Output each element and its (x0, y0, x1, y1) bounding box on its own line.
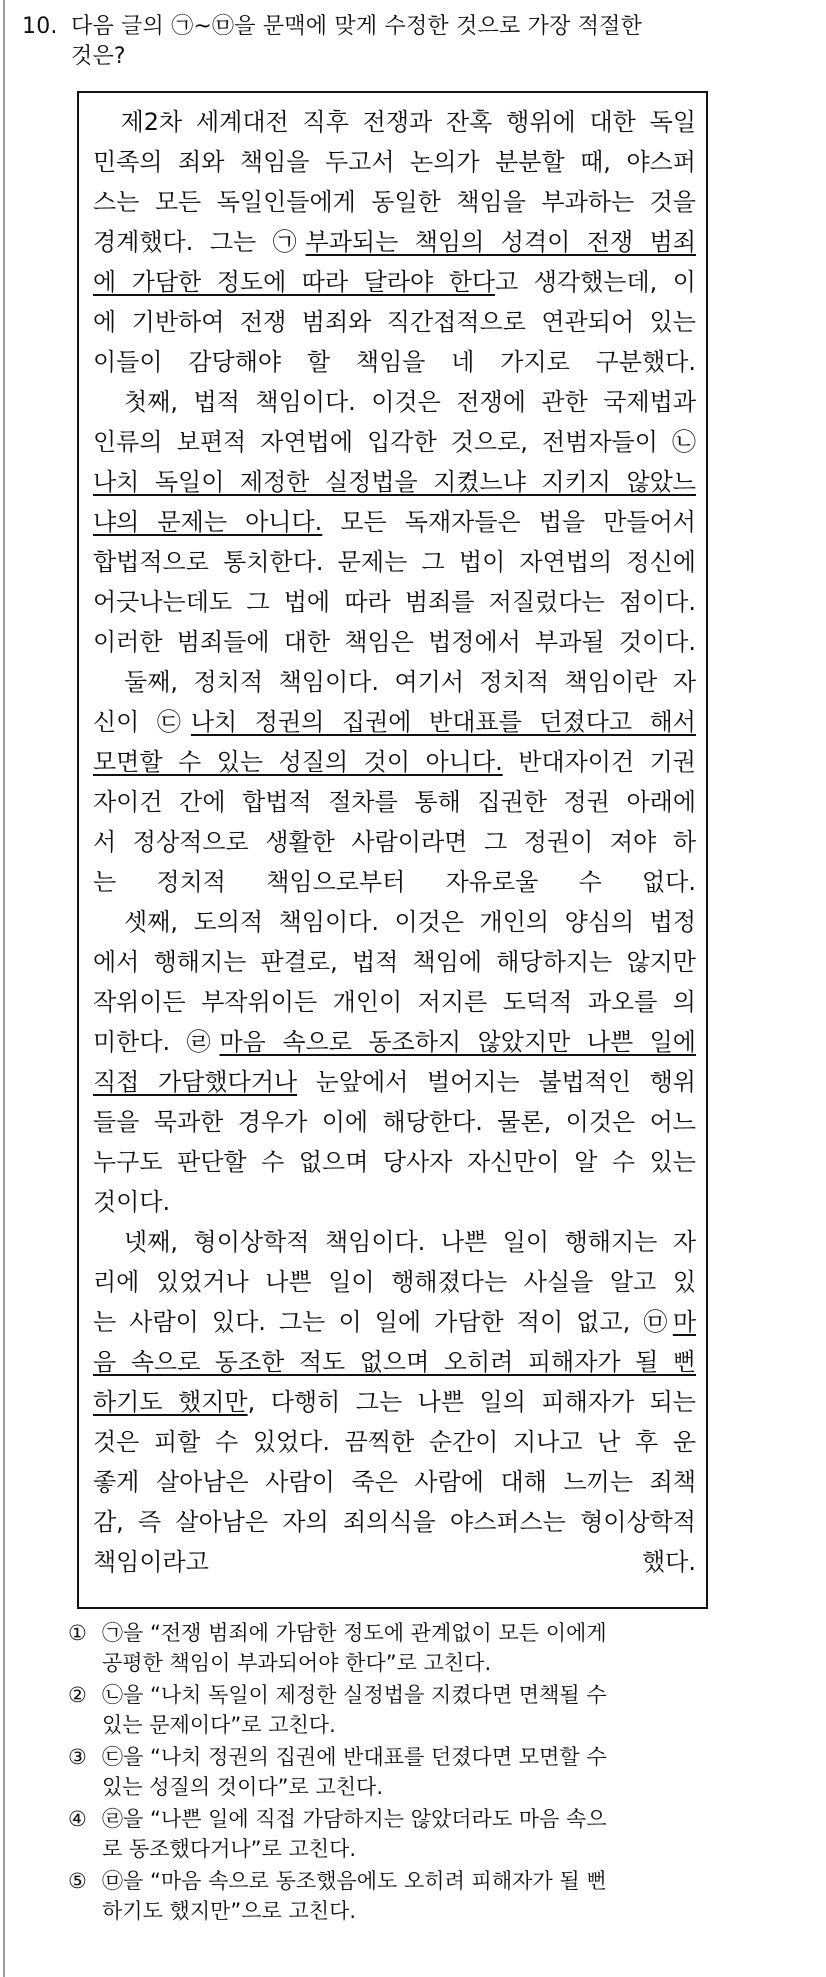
passage-text: 신이 ㉢ (93, 708, 191, 736)
passage-text: 인류의 보편적 자연법에 입각한 것으로, 전범자들이 ㉡ (93, 428, 696, 456)
choice-number: ⑤ (68, 1869, 87, 1893)
choice-text-line: 공평한 책임이 부과되어야 한다”로 고친다. (102, 1651, 492, 1675)
passage-line (79, 1225, 710, 1259)
question-stem-line: 것은? (71, 44, 126, 69)
choice-text-line: ㉠을 “전쟁 범죄에 가담한 정도에 관계없이 모든 이에게 (102, 1621, 607, 1645)
passage-line (79, 585, 710, 619)
passage-line (79, 1305, 710, 1339)
passage-text: 책임이라고 했다. (93, 1548, 696, 1576)
passage-text: 스는 모든 독일인들에게 동일한 책임을 부과하는 것을 (93, 188, 696, 216)
passage-text: 모든 독재자들은 법을 만들어서 (322, 508, 696, 536)
passage-line (79, 1465, 710, 1499)
underlined-text: 마 (672, 1308, 696, 1336)
passage-text: 이러한 범죄들에 대한 책임은 법정에서 부과될 것이다. (93, 628, 696, 656)
choice-number: ① (68, 1621, 87, 1645)
passage-text: 에 기반하여 전쟁 범죄와 직간접적으로 연관되어 있는 (93, 308, 696, 336)
passage-text: 넷째, 형이상학적 책임이다. 나쁜 일이 행해지는 자 (93, 1228, 696, 1256)
choice-text (102, 1618, 762, 1678)
passage-text: 합법적으로 통치한다. 문제는 그 법이 자연법의 정신에 (93, 548, 696, 576)
passage-text: 는 사람이 있다. 그는 이 일에 가담한 적이 없고, ㉤ (93, 1308, 673, 1336)
passage-text: 첫째, 법적 책임이다. 이것은 전쟁에 관한 국제법과 (93, 388, 696, 416)
passage-line (79, 985, 710, 1019)
choice-text (102, 1742, 762, 1802)
choice-text-line: ㉡을 “나치 독일이 제정한 실정법을 지켰다면 면책될 수 (102, 1683, 607, 1707)
passage-line (79, 825, 710, 859)
passage-line (79, 905, 710, 939)
passage-line (79, 1105, 710, 1139)
passage-line (79, 1065, 710, 1099)
underlined-text: 나치 정권의 집권에 반대표를 던졌다고 해서 (190, 708, 696, 736)
passage-line (79, 185, 710, 219)
passage-text: 제2차 세계대전 직후 전쟁과 잔혹 행위에 대한 독일 (93, 108, 696, 136)
passage-line (79, 865, 710, 899)
passage-line (79, 1025, 710, 1059)
question-stem (71, 12, 791, 72)
passage-text: 어긋나는데도 그 법에 따라 범죄를 저질렀다는 점이다. (93, 588, 696, 616)
choice-text-line: ㉤을 “마음 속으로 동조했음에도 오히려 피해자가 될 뻔 (102, 1869, 607, 1893)
passage-line (79, 665, 710, 699)
passage-line (79, 1385, 710, 1419)
underlined-text: 에 가담한 정도에 따라 달라야 한다 (93, 268, 496, 296)
underlined-text: 모면할 수 있는 성질의 것이 아니다. (93, 748, 503, 776)
choice-number: ④ (68, 1807, 87, 1831)
choice-text-line: 있는 성질의 것이다”로 고친다. (102, 1775, 384, 1799)
choice-text (102, 1804, 762, 1864)
passage-line (79, 225, 710, 259)
passage-text: 에서 행해지는 판결로, 법적 책임에 해당하지는 않지만 (93, 948, 696, 976)
passage-line (79, 465, 710, 499)
passage-line (79, 265, 710, 299)
underlined-text: 음 속으로 동조한 적도 없으며 오히려 피해자가 될 뻔 (93, 1348, 696, 1376)
passage-line (79, 385, 710, 419)
choice-text (102, 1866, 762, 1926)
passage-text: 작위이든 부작위이든 개인이 저지른 도덕적 과오를 의 (93, 988, 696, 1016)
passage-text: , 다행히 그는 나쁜 일의 피해자가 되는 (247, 1388, 696, 1416)
passage-text: 셋째, 도의적 책임이다. 이것은 개인의 양심의 법정 (93, 908, 696, 936)
passage-line (79, 1265, 710, 1299)
passage-text: 자이건 간에 합법적 절차를 통해 집권한 정권 아래에 (93, 788, 696, 816)
left-margin-rule (3, 0, 5, 1977)
passage-line (79, 425, 710, 459)
passage-text: 것이다. (93, 1188, 171, 1216)
passage-line (79, 625, 710, 659)
passage-text: 둘째, 정치적 책임이다. 여기서 정치적 책임이란 자 (93, 668, 696, 696)
passage-text: 는 정치적 책임으로부터 자유로울 수 없다. (93, 868, 696, 896)
choice-text-line: 하기도 했지만”으로 고친다. (102, 1899, 357, 1923)
passage-line (79, 1425, 710, 1459)
passage-line (79, 305, 710, 339)
passage-text: 감, 즉 살아남은 자의 죄의식을 야스퍼스는 형이상학적 (93, 1508, 696, 1536)
passage-line (79, 545, 710, 579)
underlined-text: 나치 독일이 제정한 실정법을 지켰느냐 지키지 않았느 (93, 468, 696, 496)
underlined-text: 하기도 했지만 (93, 1388, 248, 1416)
passage-text: 것은 피할 수 있었다. 끔찍한 순간이 지나고 난 후 운 (93, 1428, 696, 1456)
passage-line (79, 145, 710, 179)
choice-number: ③ (68, 1745, 87, 1769)
underlined-text: 마음 속으로 동조하지 않았지만 나쁜 일에 (219, 1028, 696, 1056)
choice-text-line: 로 동조했다거나”로 고친다. (102, 1837, 357, 1861)
passage-line (79, 1505, 710, 1539)
passage-text: 이들이 감당해야 할 책임을 네 가지로 구분했다. (93, 348, 696, 376)
passage-line (79, 345, 710, 379)
question-number: 10. (22, 14, 58, 39)
passage-text: 반대자이건 기권 (502, 748, 696, 776)
passage-line (79, 745, 710, 779)
choice-text-line: 있는 문제이다”로 고친다. (102, 1713, 336, 1737)
passage-line (79, 785, 710, 819)
passage-text: 좋게 살아남은 사람이 죽은 사람에 대해 느끼는 죄책 (93, 1468, 696, 1496)
passage-line (79, 1545, 710, 1579)
passage-box (77, 91, 708, 1609)
passage-line (79, 705, 710, 739)
passage-line (79, 105, 710, 139)
passage-text: 미한다. ㉣ (93, 1028, 220, 1056)
choice-number: ② (68, 1683, 87, 1707)
passage-line (79, 1185, 710, 1219)
passage-line (79, 1145, 710, 1179)
choice-text-line: ㉣을 “나쁜 일에 직접 가담하지는 않았더라도 마음 속으 (102, 1807, 607, 1831)
question-stem-line: 다음 글의 ㉠~㉤을 문맥에 맞게 수정한 것으로 가장 적절한 (71, 14, 643, 39)
passage-line (79, 505, 710, 539)
passage-text: 누구도 판단할 수 없으며 당사자 자신만이 알 수 있는 (93, 1148, 696, 1176)
passage-text: 눈앞에서 벌어지는 불법적인 행위 (297, 1068, 696, 1096)
passage-text: 경계했다. 그는 ㉠ (93, 228, 306, 256)
passage-line (79, 945, 710, 979)
choice-text (102, 1680, 762, 1740)
passage-text: 들을 묵과한 경우가 이에 해당한다. 물론, 이것은 어느 (93, 1108, 696, 1136)
passage-text: 리에 있었거나 나쁜 일이 행해졌다는 사실을 알고 있 (93, 1268, 696, 1296)
underlined-text: 부과되는 책임의 성격이 전쟁 범죄 (305, 228, 696, 256)
passage-text: 민족의 죄와 책임을 두고서 논의가 분분할 때, 야스퍼 (93, 148, 696, 176)
underlined-text: 냐의 문제는 아니다. (93, 508, 323, 536)
choice-text-line: ㉢을 “나치 정권의 집권에 반대표를 던졌다면 모면할 수 (102, 1745, 607, 1769)
underlined-text: 직접 가담했다거나 (93, 1068, 298, 1096)
passage-text: 서 정상적으로 생활한 사람이라면 그 정권이 져야 하 (93, 828, 696, 856)
passage-line (79, 1345, 710, 1379)
passage-text: 고 생각했는데, 이 (495, 268, 696, 296)
